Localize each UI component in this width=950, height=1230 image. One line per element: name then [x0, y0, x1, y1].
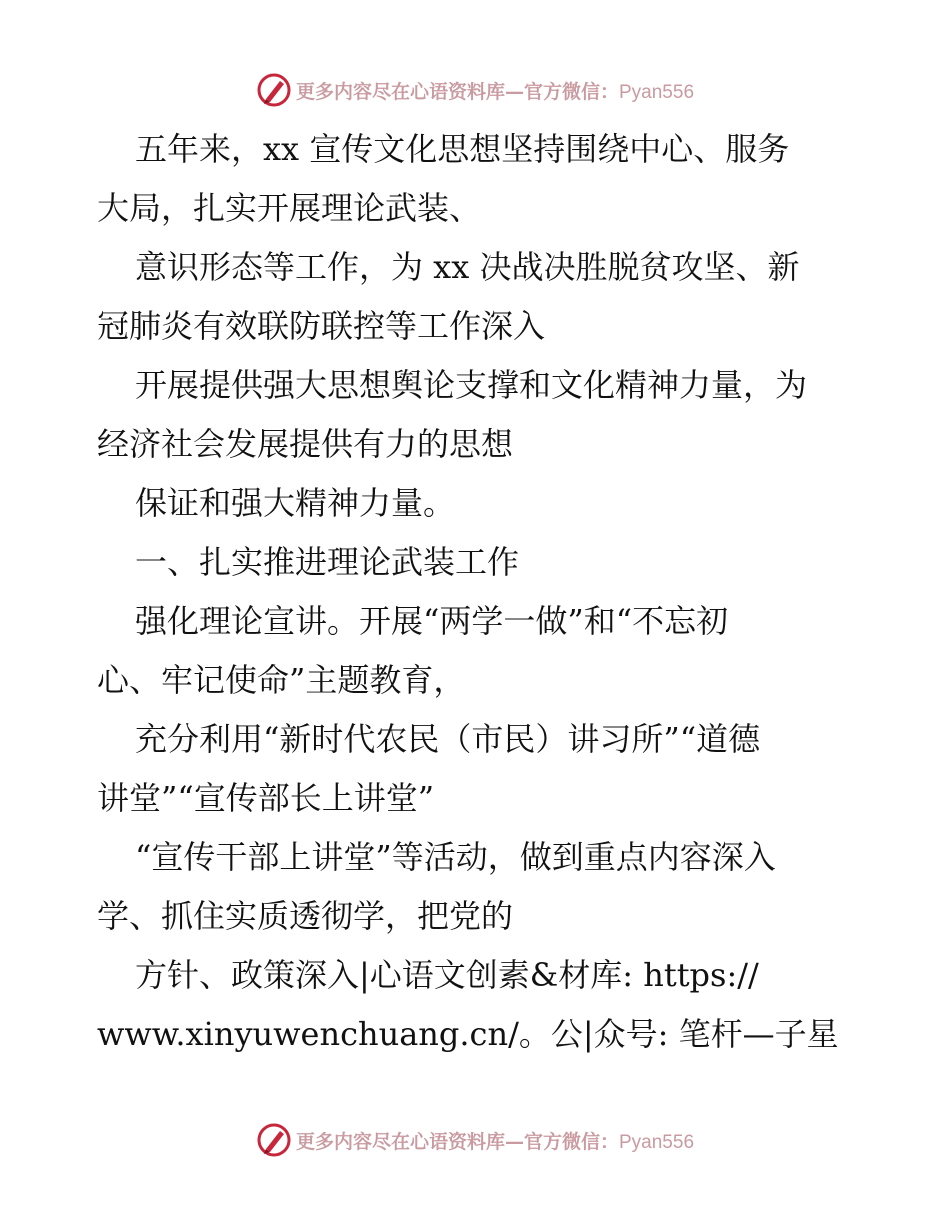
header-watermark-banner: [0, 70, 950, 110]
pen-logo-icon: [256, 1122, 292, 1158]
text-line: 充分利用“新时代农民（市民）讲习所”“道德: [135, 720, 761, 758]
text-line: 五年来，xx 宣传文化思想坚持围绕中心、服务: [135, 130, 790, 168]
text-line: www.xinyuwenchuang.cn/。公|众号: 笔杆—子星: [97, 1015, 839, 1053]
footer-watermark-banner: [0, 1120, 950, 1160]
text-line: 大局，扎实开展理论武装、: [97, 189, 482, 227]
text-line: 讲堂”“宣传部长上讲堂”: [97, 779, 435, 817]
pen-logo-icon: [256, 72, 292, 108]
header-watermark-text: [296, 77, 694, 104]
text-line: 学、抓住实质透彻学，把党的: [97, 897, 514, 935]
text-line: 方针、政策深入|心语文创素&材库: https://: [135, 956, 759, 994]
text-line: 心、牢记使命”主题教育，: [97, 661, 466, 699]
footer-watermark-text: [296, 1127, 694, 1154]
watermark-label: 更多内容尽在心语资料库—官方微信：: [295, 80, 619, 103]
text-line: 意识形态等工作，为 xx 决战决胜脱贫攻坚、新: [135, 248, 800, 286]
text-line: 保证和强大精神力量。: [135, 484, 456, 522]
text-line: 经济社会发展提供有力的思想: [97, 425, 514, 463]
text-line: 强化理论宣讲。开展“两学一做”和“不忘初: [135, 602, 729, 640]
watermark-label: 更多内容尽在心语资料库—官方微信：: [295, 1130, 619, 1153]
watermark-wechat-id: Pyan556: [619, 1131, 695, 1153]
document-body: [97, 120, 857, 1064]
text-line: “宣传干部上讲堂”等活动，做到重点内容深入: [135, 838, 776, 876]
watermark-wechat-id: Pyan556: [619, 81, 695, 103]
text-line: 开展提供强大思想舆论支撑和文化精神力量，为: [135, 366, 808, 404]
text-line: 冠肺炎有效联防联控等工作深入: [97, 307, 546, 345]
text-line: 一、扎实推进理论武装工作: [135, 543, 520, 581]
